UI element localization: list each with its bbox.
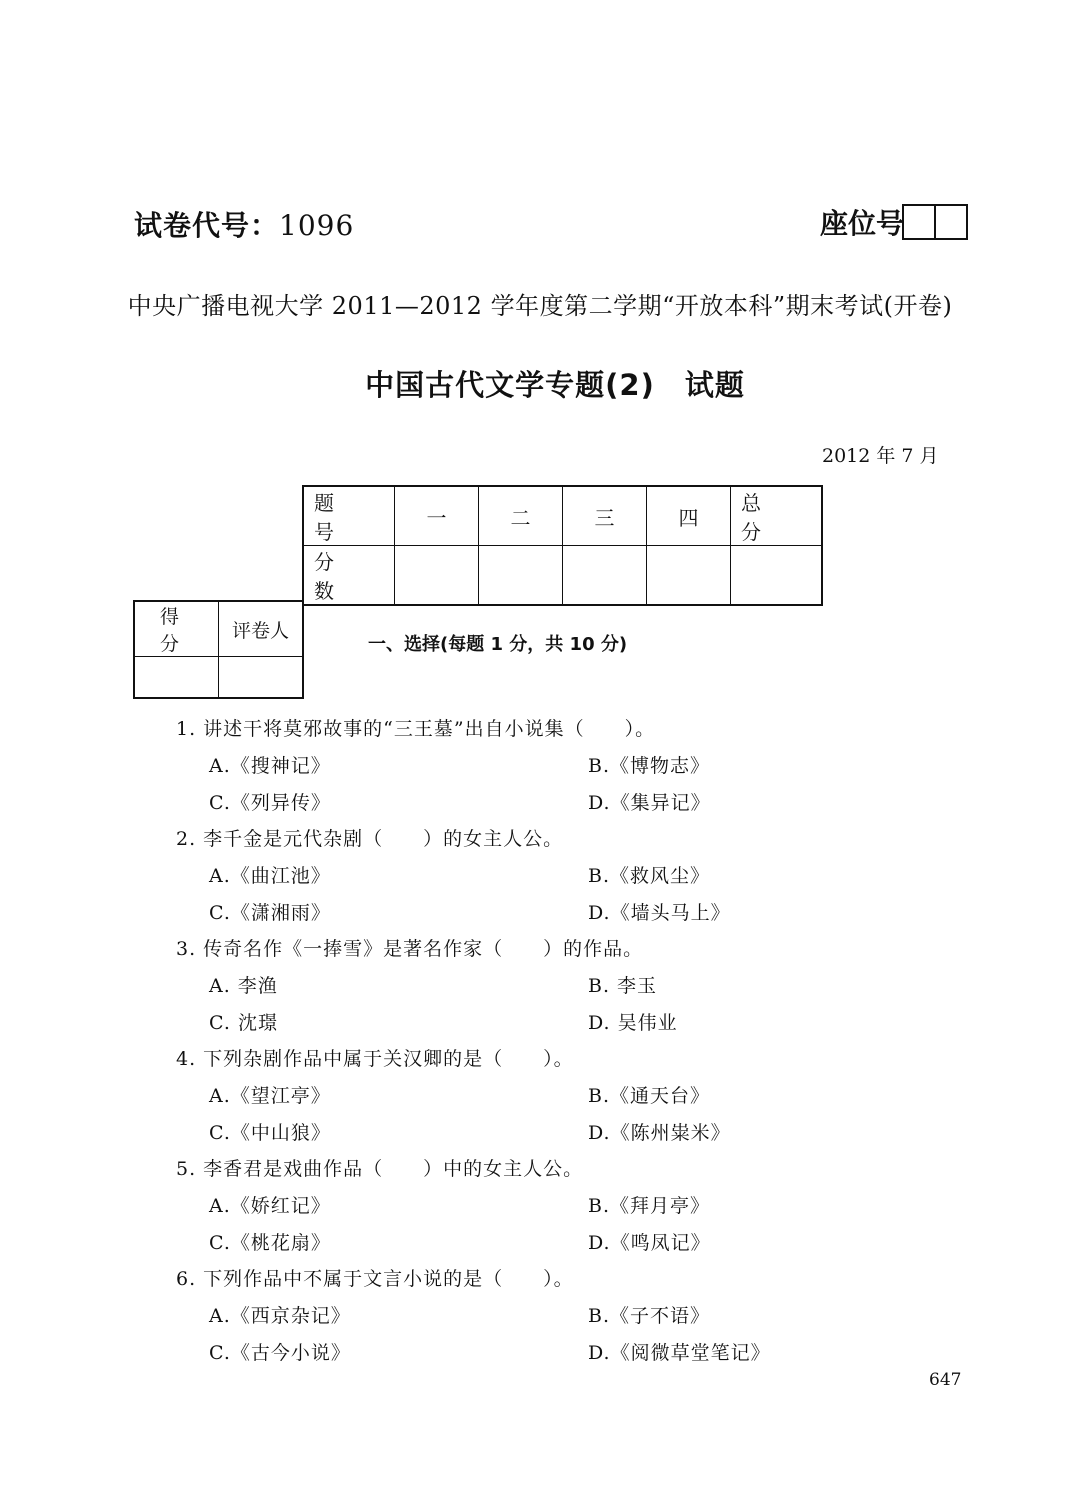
- exam-date: 2012 年 7 月: [822, 445, 939, 467]
- option-a[interactable]: A.《搜神记》: [209, 755, 331, 777]
- grader-table: [133, 600, 304, 699]
- paper-code: [134, 204, 354, 244]
- score-table-header-row: [303, 486, 822, 546]
- option-b[interactable]: B.《子不语》: [588, 1305, 711, 1327]
- option-c[interactable]: C.《列异传》: [209, 792, 331, 814]
- question-stem: 6. 下列作品中不属于文言小说的是（ ）。: [176, 1268, 574, 1290]
- score-input-cell[interactable]: [395, 546, 479, 606]
- option-b[interactable]: B. 李玉: [588, 975, 658, 997]
- grader-score-cell[interactable]: [134, 657, 219, 699]
- option-c[interactable]: C.《潇湘雨》: [209, 902, 331, 924]
- question-stem: 4. 下列杂剧作品中属于关汉卿的是（ ）。: [176, 1048, 574, 1070]
- score-table-cell: 二: [479, 486, 563, 546]
- grader-table-cell: 得 分: [134, 601, 219, 657]
- option-b[interactable]: B.《拜月亭》: [588, 1195, 711, 1217]
- option-a[interactable]: A.《娇红记》: [209, 1195, 331, 1217]
- section-title: 一、选择(每题 1 分，共 10 分): [368, 634, 628, 655]
- paper-code-number: 1096: [279, 209, 355, 242]
- question-stem: 1. 讲述干将莫邪故事的“三王墓”出自小说集（ ）。: [176, 718, 656, 740]
- score-table-cell: 题 号: [303, 486, 395, 546]
- score-input-cell[interactable]: [731, 546, 823, 606]
- option-d[interactable]: D. 吴伟业: [588, 1012, 678, 1034]
- page-number: 647: [929, 1370, 962, 1390]
- option-d[interactable]: D.《集异记》: [588, 792, 711, 814]
- question-stem: 5. 李香君是戏曲作品（ ）中的女主人公。: [176, 1158, 584, 1180]
- seat-number-box: [934, 204, 968, 240]
- option-c[interactable]: C.《中山狼》: [209, 1122, 331, 1144]
- paper-title: 中国古代文学专题(2) 试题: [365, 368, 745, 402]
- grader-table-cell: 评卷人: [219, 601, 304, 657]
- option-a[interactable]: A.《望江亭》: [209, 1085, 331, 1107]
- score-input-cell[interactable]: [647, 546, 731, 606]
- grader-table-header-row: [134, 601, 303, 657]
- option-d[interactable]: D.《陈州粜米》: [588, 1122, 731, 1144]
- option-d[interactable]: D.《阅微草堂笔记》: [588, 1342, 771, 1364]
- grader-name-cell[interactable]: [219, 657, 304, 699]
- option-b[interactable]: B.《救风尘》: [588, 865, 711, 887]
- score-table-cell: 分 数: [303, 546, 395, 606]
- score-table-cell: 总 分: [731, 486, 823, 546]
- score-table-cell: 三: [563, 486, 647, 546]
- option-d[interactable]: D.《鸣凤记》: [588, 1232, 711, 1254]
- score-table-cell: 四: [647, 486, 731, 546]
- option-a[interactable]: A. 李渔: [209, 975, 278, 997]
- score-table-score-row: [303, 546, 822, 606]
- option-b[interactable]: B.《通天台》: [588, 1085, 711, 1107]
- question-stem: 2. 李千金是元代杂剧（ ）的女主人公。: [176, 828, 564, 850]
- seat-number-box: [902, 204, 936, 240]
- option-c[interactable]: C. 沈璟: [209, 1012, 278, 1034]
- exam-description: 中央广播电视大学 2011—2012 学年度第二学期“开放本科”期末考试(开卷): [127, 292, 953, 320]
- option-a[interactable]: A.《曲江池》: [209, 865, 331, 887]
- grader-table-input-row: [134, 657, 303, 699]
- seat-number-label: 座位号: [820, 207, 905, 240]
- question-stem: 3. 传奇名作《一捧雪》是著名作家（ ）的作品。: [176, 938, 644, 960]
- option-c[interactable]: C.《古今小说》: [209, 1342, 351, 1364]
- option-d[interactable]: D.《墙头马上》: [588, 902, 731, 924]
- score-table-cell: 一: [395, 486, 479, 546]
- option-c[interactable]: C.《桃花扇》: [209, 1232, 331, 1254]
- paper-code-label: 试卷代号：: [134, 209, 280, 242]
- score-input-cell[interactable]: [563, 546, 647, 606]
- option-b[interactable]: B.《博物志》: [588, 755, 711, 777]
- seat-number: [820, 202, 968, 242]
- score-input-cell[interactable]: [479, 546, 563, 606]
- score-table: [302, 485, 823, 606]
- option-a[interactable]: A.《西京杂记》: [209, 1305, 351, 1327]
